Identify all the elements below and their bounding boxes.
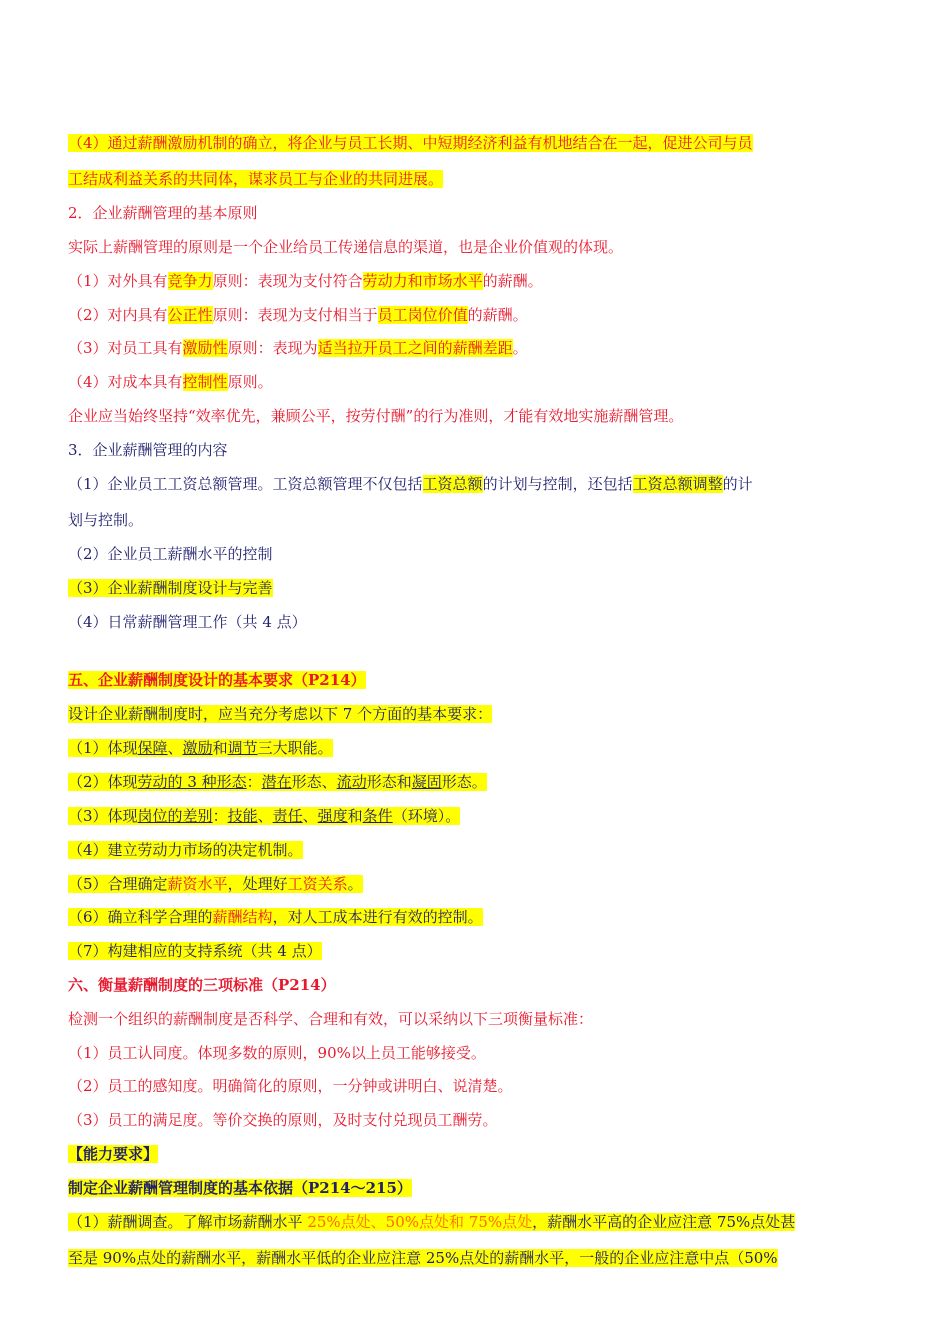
text-segment: （3）员工的满足度。等价交换的原则，及时支付兑现员工酬劳。	[68, 1111, 498, 1129]
text-segment: ：	[212, 807, 228, 825]
text-segment: 3．企业薪酬管理的内容	[68, 441, 228, 459]
text-segment: （2）员工的感知度。明确简化的原则，一分钟或讲明白、说清楚。	[68, 1077, 513, 1095]
text-line	[68, 737, 333, 759]
text-segment: 凝固	[411, 773, 442, 791]
text-segment: ，薪酬水平高的企业应注意 75%点处甚	[532, 1213, 796, 1231]
text-segment: 原则：表现为支付符合	[212, 272, 363, 290]
text-segment: 岗位的差别	[137, 807, 213, 825]
text-segment: （环境）。	[392, 807, 461, 825]
text-segment: （1）企业员工工资总额管理。工资总额管理不仅包括	[68, 475, 423, 493]
text-segment: 三大职能。	[257, 739, 333, 757]
text-line	[68, 236, 623, 258]
text-segment: 调节	[227, 739, 258, 757]
text-segment: 激励性	[182, 339, 228, 357]
text-segment: （4）日常薪酬管理工作（共 4 点）	[68, 613, 307, 631]
text-segment: 劳动力和市场水平	[362, 272, 483, 290]
text-segment: 、	[302, 807, 318, 825]
text-line	[68, 839, 303, 861]
text-line	[68, 1143, 158, 1165]
text-segment: （2）对内具有	[68, 306, 168, 324]
text-segment: 激励	[182, 739, 213, 757]
text-line	[68, 1247, 778, 1269]
text-segment: （3）对员工具有	[68, 339, 183, 357]
text-segment: 划与控制。	[68, 511, 144, 529]
text-segment: （1）对外具有	[68, 272, 168, 290]
text-segment: 工资总额	[422, 475, 483, 493]
text-segment: 的计	[722, 475, 753, 493]
text-segment: 。	[512, 339, 528, 357]
text-segment: 原则：表现为支付相当于	[212, 306, 378, 324]
text-segment: 形态和	[366, 773, 412, 791]
text-segment: 技能	[227, 807, 258, 825]
text-line	[68, 270, 543, 292]
text-segment: 【能力要求】	[68, 1145, 159, 1163]
text-segment: （7）构建相应的支持系统（共 4 点）	[68, 942, 322, 960]
text-segment: 原则：表现为	[227, 339, 318, 357]
text-line	[68, 509, 143, 531]
text-line	[68, 132, 753, 154]
text-segment: （3）体现	[68, 807, 138, 825]
text-segment: 的薪酬。	[482, 272, 543, 290]
text-line	[68, 1177, 412, 1199]
text-segment: 形态、	[291, 773, 337, 791]
text-segment: 实际上薪酬管理的原则是一个企业给员工传递信息的渠道，也是企业价值观的体现。	[68, 238, 624, 256]
text-segment: 2．企业薪酬管理的基本原则	[68, 204, 258, 222]
text-segment: 员工岗位价值	[377, 306, 468, 324]
text-segment: 公正性	[167, 306, 213, 324]
text-segment: 设计企业薪酬制度时，应当充分考虑以下 7 个方面的基本要求：	[68, 705, 493, 723]
text-segment: （4）通过薪酬激励机制的确立，将企业与员工长期、中短期经济利益有机地结合在一起，促进公司与员	[68, 134, 753, 152]
text-segment: 企业应当始终坚持“效率优先，兼顾公平，按劳付酬”的行为准则，才能有效地实施薪酬管理。	[68, 407, 684, 425]
text-segment: 流动	[336, 773, 367, 791]
text-segment: 适当拉开员工之间的薪酬差距	[317, 339, 513, 357]
text-segment: 控制性	[182, 373, 228, 391]
text-segment: 原则。	[227, 373, 273, 391]
text-segment: （4）建立劳动力市场的决定机制。	[68, 841, 303, 859]
text-line	[68, 439, 228, 461]
text-segment: 工资关系	[287, 875, 348, 893]
text-segment: （1）员工认同度。体现多数的原则，90%以上员工能够接受。	[68, 1044, 486, 1062]
text-line	[68, 1008, 593, 1030]
text-segment: 保障	[137, 739, 168, 757]
text-segment: 的薪酬。	[467, 306, 528, 324]
text-line	[68, 906, 483, 928]
text-line	[68, 1042, 486, 1064]
text-line	[68, 703, 492, 725]
text-segment: （2）体现	[68, 773, 138, 791]
text-segment: （2）企业员工薪酬水平的控制	[68, 545, 273, 563]
text-segment: 和	[347, 807, 363, 825]
text-segment: 检测一个组织的薪酬制度是否科学、合理和有效，可以采纳以下三项衡量标准：	[68, 1010, 594, 1028]
text-segment: 制定企业薪酬管理制度的基本依据（P214～215）	[68, 1179, 412, 1197]
text-line	[68, 611, 307, 633]
text-segment: ，处理好	[227, 875, 288, 893]
text-segment: ，对人工成本进行有效的控制。	[272, 908, 483, 926]
text-line	[68, 202, 258, 224]
text-line	[68, 669, 366, 691]
text-segment: 薪资水平	[167, 875, 228, 893]
text-line	[68, 940, 322, 962]
text-line	[68, 371, 273, 393]
text-segment: 的计划与控制，还包括	[482, 475, 633, 493]
text-segment: 潜在	[261, 773, 292, 791]
text-segment: （6）确立科学合理的	[68, 908, 213, 926]
text-segment: （1）薪酬调查。了解市场薪酬水平	[68, 1213, 308, 1231]
text-segment: 强度	[317, 807, 348, 825]
text-line	[68, 168, 443, 190]
text-line	[68, 1109, 498, 1131]
text-segment: （1）体现	[68, 739, 138, 757]
text-segment: 工结成利益关系的共同体，谋求员工与企业的共同进展。	[68, 170, 444, 188]
text-segment: 。	[347, 875, 363, 893]
text-line	[68, 771, 487, 793]
text-segment: 条件	[362, 807, 393, 825]
text-segment: 工资总额调整	[632, 475, 723, 493]
text-line	[68, 304, 528, 326]
text-segment: （4）对成本具有	[68, 373, 183, 391]
text-line	[68, 543, 273, 565]
text-segment: 形态。	[441, 773, 487, 791]
text-line	[68, 1075, 513, 1097]
text-segment: （5）合理确定	[68, 875, 168, 893]
text-line	[68, 473, 753, 495]
text-segment: ：	[246, 773, 262, 791]
text-segment: 五、企业薪酬制度设计的基本要求（P214）	[68, 671, 366, 689]
text-line	[68, 873, 363, 895]
text-line	[68, 974, 336, 996]
text-segment: 、	[257, 807, 273, 825]
text-segment: 劳动的 3 种形态	[137, 773, 247, 791]
text-line	[68, 805, 460, 827]
text-segment: 、	[167, 739, 183, 757]
text-segment: （3）企业薪酬制度设计与完善	[68, 579, 273, 597]
text-line	[68, 337, 528, 359]
text-segment: 竞争力	[167, 272, 213, 290]
text-line	[68, 577, 273, 599]
text-segment: 至是 90%点处的薪酬水平，薪酬水平低的企业应注意 25%点处的薪酬水平，一般的企业应注意中点（50%	[68, 1249, 778, 1267]
text-segment: 责任	[272, 807, 303, 825]
text-segment: 薪酬结构	[212, 908, 273, 926]
text-segment: 六、衡量薪酬制度的三项标准（P214）	[68, 976, 336, 994]
text-segment: 25%点处、50%点处和 75%点处	[307, 1213, 533, 1231]
text-line	[68, 405, 683, 427]
text-line	[68, 1211, 795, 1233]
text-segment: 和	[212, 739, 228, 757]
